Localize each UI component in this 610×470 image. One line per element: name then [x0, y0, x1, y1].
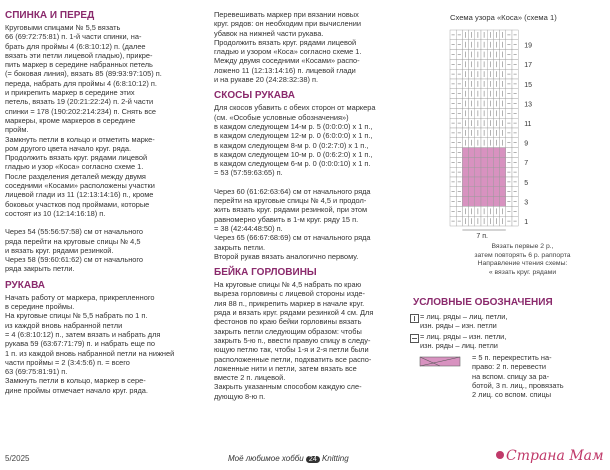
text-line: брать для проймы 4 (6:8:10:12) п. (далее — [5, 41, 146, 51]
cable-symbol-icon — [410, 356, 470, 368]
text-line: фестонов по краю бейки горловины вязать — [214, 317, 362, 327]
chart-cell-cable — [493, 148, 499, 158]
section-title-sleeve-shaping: СКОСЫ РУКАВА — [214, 90, 295, 102]
row-number: 19 — [524, 42, 532, 50]
sleeve-shaping-text — [214, 103, 404, 177]
text-line: Продолжить вязать круг. рядами лицевой — [214, 37, 357, 47]
text-line: жить вязать круг. рядами резинкой, при этом — [214, 205, 368, 215]
section-title-back-front: СПИНКА И ПЕРЕД — [5, 10, 95, 21]
text-line: пройм. — [5, 125, 29, 135]
chart-cell-cable — [469, 187, 475, 197]
chart-cell-cable — [475, 197, 481, 207]
text-line: в каждом следующем 14-м р. 5 (0:0:0:0) x 1 п., — [214, 121, 373, 131]
row-number: 13 — [524, 101, 532, 109]
column-left — [5, 10, 203, 395]
text-line: и на рукаве 20 (24:28:32:38) п. — [214, 75, 319, 85]
chart-cell-cable — [469, 148, 475, 158]
text-line: = 4 (6:8:10:12) п., затем вязать и набрать для — [5, 329, 161, 339]
chart-cell-cable — [469, 157, 475, 167]
text-line: и вязать круг. рядами резинкой. — [5, 245, 114, 255]
text-line: лия 88 п., прикрепить маркер в начале круг. — [214, 298, 365, 308]
text-line: спинки = 178 (190:202:214:234) п. Снять все — [5, 106, 157, 116]
text-line: 63 (69:75:81:91) п. — [5, 367, 68, 377]
sleeve-shaping-text-2 — [214, 187, 404, 261]
text-line: 1 п. из каждой вновь набранной петли на нижней — [5, 348, 175, 358]
text-line: Через 54 (55:56:57:58) см от начального — [5, 227, 144, 237]
legend-item-purl: = лиц. ряды – изн. петли, изн. ряды – лиц. петли — [420, 332, 507, 351]
middle-top-text — [214, 10, 404, 84]
text-line: в середине проймы. — [5, 302, 75, 312]
text-line: Продолжить вязать круг. рядами лицевой — [5, 153, 148, 163]
text-line: в каждом следующем 8-м р. 0 (0:2:7:0) x 1 п., — [214, 140, 369, 150]
text-line: Перевешивать маркер при вязании новых — [214, 10, 359, 19]
text-line: Закрыть указанным способом каждую сле- — [214, 382, 362, 392]
chart-cell-cable — [475, 157, 481, 167]
text-line: переда, набрать для проймы 4 (6:8:10:12) п. — [5, 78, 157, 88]
chart-cell-cable — [462, 177, 468, 187]
chart-cell-cable — [475, 187, 481, 197]
text-line: закрыть петли следующим образом: чтобы — [214, 326, 362, 336]
legend-title: УСЛОВНЫЕ ОБОЗНАЧЕНИЯ — [413, 297, 553, 308]
chart-cell-cable — [475, 148, 481, 158]
text-line: ряда и вязать круг. рядами резинкой 4 см. Для — [214, 308, 374, 318]
text-line: круг. рядов: он необходим при вычислении — [214, 19, 361, 29]
text-line: гладью и узор «Коса» согласно схеме 1. — [5, 162, 144, 172]
chart-cell-cable — [500, 197, 506, 207]
chart-note-line: Направление чтения схемы: — [477, 260, 568, 267]
chart-cell-cable — [493, 197, 499, 207]
text-line: из каждой вновь набранной петли — [5, 320, 123, 330]
text-line: равномерно убавить в 1-м круг. ряду 15 п. — [214, 214, 359, 224]
sleeves-text — [5, 293, 203, 395]
text-line: выреза горловины с лицевой стороны изде- — [214, 289, 365, 299]
page-number: 24 — [306, 456, 320, 463]
text-line: в каждом следующем 6-м р. 0 (0:0:0:10) x 1 п. — [214, 159, 371, 169]
text-line: гладью и узором «Коса» согласно схеме 1. — [214, 47, 362, 57]
text-line: На круговые спицы № 4,5 набрать по краю — [214, 280, 362, 290]
legend-item-cable: = 5 п. перекрестить на- право: 2 п. перевести на вспом. спицу за ра- ботой, 3 п. лиц., провязать 2 лиц. со вспом. спицы — [472, 353, 564, 400]
chart-cell-cable — [493, 187, 499, 197]
section-title-neckband: БЕЙКА ГОРЛОВИНЫ — [214, 267, 317, 279]
text-line: Второй рукав вязать аналогично первому. — [214, 251, 359, 261]
text-line: убавок на нижней части рукава. — [214, 28, 324, 38]
text-line: ряда перейти на круговые спицы № 4,5 — [5, 236, 141, 246]
chart-note — [440, 243, 605, 277]
text-line: дующую 8-ю п. — [214, 391, 266, 401]
text-line: боковых участков под проймами, которые — [5, 199, 150, 209]
text-line: (= боковая линия), вязать 85 (89:93:97:105) п. — [5, 69, 162, 79]
text-line: в каждом следующем 10-м р. 0 (0:6:2:0) x 1 п., — [214, 149, 373, 159]
text-line: и прикрепить маркер в середине этих — [5, 88, 135, 98]
text-line: Круговыми спицами № 5,5 вязать — [5, 23, 121, 32]
watermark: Страна Мам — [506, 448, 604, 464]
text-line: После разделения деталей между двумя — [5, 171, 146, 181]
text-line: ром другого цвета начало круг. ряда. — [5, 143, 132, 153]
chart-cell-cable — [500, 187, 506, 197]
text-line: состоят из 10 (12:14:16:18) п. — [5, 208, 106, 218]
chart-cell-cable — [500, 177, 506, 187]
text-line: соседними «Косами» расположены участки — [5, 181, 155, 191]
chart-cell-cable — [481, 167, 487, 177]
text-line: Начать работу от маркера, прикрепленного — [5, 292, 155, 302]
knit-symbol-icon — [410, 314, 420, 324]
text-line: пить маркер в середине набранных петель — [5, 60, 153, 70]
row-number: 1 — [524, 219, 529, 226]
legend-item-knit: = лиц. ряды – лиц. петли, изн. ряды – изн. петли — [420, 312, 508, 331]
text-line: Через 60 (61:62:63:64) см от начального ряда — [214, 186, 371, 196]
chart-cell-cable — [493, 177, 499, 187]
text-line: = 38 (42:44:48:50) п. — [214, 223, 283, 233]
back-front-text-2 — [5, 227, 203, 273]
text-line: ложенные нити и петли, затем вязать все — [214, 363, 357, 373]
row-number: 5 — [524, 179, 529, 187]
chart-cell-cable — [487, 197, 493, 207]
section-name: Knitting — [321, 454, 349, 463]
row-number: 17 — [524, 62, 532, 70]
chart-cell-cable — [462, 167, 468, 177]
watermark-logo-icon — [496, 451, 504, 459]
row-number: 7 — [524, 160, 529, 168]
text-line: Для скосов убавить с обеих сторон от маркера — [214, 103, 376, 113]
issue-number: 5/2025 — [5, 454, 30, 463]
text-line: закрыть петли. — [214, 242, 266, 252]
magazine-footer — [228, 454, 349, 463]
chart-note-line: затем повторять 6 р. раппорта — [474, 251, 571, 259]
section-title-sleeves: РУКАВА — [5, 279, 46, 291]
text-line: 66 (69:72:75:81) п. 1-й части спинки, на- — [5, 32, 142, 42]
chart-cell-cable — [481, 187, 487, 197]
text-line: части проймы = 2 (3:4:5:6) п. = всего — [5, 357, 130, 367]
chart-note-line: Вязать первые 2 р., — [491, 243, 554, 250]
chart-cell-cable — [475, 177, 481, 187]
row-number: 11 — [524, 121, 532, 128]
chart-cell-cable — [500, 148, 506, 158]
chart-cell-cable — [487, 157, 493, 167]
chart-cell-cable — [475, 167, 481, 177]
chart-cell-cable — [462, 148, 468, 158]
chart-width-label: 7 п. — [476, 233, 488, 240]
text-line: На круговые спицы № 5,5 набрать по 1 п. — [5, 311, 148, 321]
row-number: 15 — [524, 81, 532, 89]
chart-cell-cable — [462, 197, 468, 207]
row-number: 3 — [524, 199, 529, 207]
text-line: перейти на круговые спицы № 4,5 и продол- — [214, 196, 367, 206]
text-line: ряда закрыть петли. — [5, 264, 75, 274]
text-line: = 53 (57:59:63:65) п. — [214, 168, 283, 178]
text-line: вязать эти петли лицевой гладью), прикре- — [5, 50, 153, 60]
chart-cell-cable — [469, 167, 475, 177]
text-line: Между двумя соседними «Косами» распо- — [214, 56, 360, 66]
text-line: ющую петлю так, чтобы 1-я и 2-я петли были — [214, 345, 369, 355]
chart-cell-cable — [462, 157, 468, 167]
text-line: маркеры, кроме маркеров в середине — [5, 115, 136, 125]
purl-symbol-icon — [410, 334, 420, 344]
chart-cell-cable — [500, 167, 506, 177]
chart-cell-cable — [487, 187, 493, 197]
text-line: Через 65 (66:67:68:69) см от начального ряда — [214, 233, 371, 243]
text-line: в каждом следующем 12-м р. 0 (6:0:0:0) x 1 п., — [214, 131, 373, 141]
magazine-name: Моё любимое хобби — [228, 454, 304, 463]
cable-chart — [430, 22, 550, 247]
column-middle — [214, 10, 404, 401]
text-line: Замкнуть петли в кольцо, маркер в сере- — [5, 376, 146, 386]
text-line: вместе 2 п. лицевой. — [214, 373, 286, 383]
chart-cell-cable — [493, 157, 499, 167]
text-line: Через 58 (59:60:61:62) см от начального — [5, 255, 144, 265]
neckband-text — [214, 280, 404, 401]
chart-note-line: « вязать круг. рядами — [488, 268, 557, 276]
text-line: рукава 59 (63:67:71:79) п. и набрать еще по — [5, 339, 155, 349]
chart-cell-cable — [487, 148, 493, 158]
chart-cell-cable — [481, 197, 487, 207]
chart-cell-cable — [481, 148, 487, 158]
chart-cell-cable — [462, 187, 468, 197]
chart-cell-cable — [469, 177, 475, 187]
chart-cell-cable — [469, 197, 475, 207]
chart-cell-cable — [493, 167, 499, 177]
text-line: закрыть 5-ю п., ввести правую спицу в следу- — [214, 335, 371, 345]
chart-cell-cable — [500, 157, 506, 167]
chart-cell-cable — [481, 177, 487, 187]
chart-cell-cable — [487, 167, 493, 177]
text-line: Замкнуть петли в кольцо и отметить марке- — [5, 134, 155, 144]
row-number: 9 — [524, 140, 529, 148]
text-line: ложено 11 (12:13:14:16) п. лицевой глади — [214, 65, 356, 75]
text-line: лицевой глади из 11 (12:13:14:16) п., кроме — [5, 190, 154, 200]
chart-cell-cable — [481, 157, 487, 167]
text-line: (см. «Особые условные обозначения») — [214, 112, 349, 122]
back-front-text — [5, 23, 203, 218]
text-line: расположенные петли, подхватить все распо- — [214, 354, 372, 364]
text-line: петель, вязать 19 (20:21:22:24) п. 2-й части — [5, 97, 154, 107]
chart-cell-cable — [487, 177, 493, 187]
text-line: дине проймы отмечает начало круг. ряда. — [5, 385, 148, 395]
chart-title: Схема узора «Коса» (схема 1) — [450, 13, 557, 22]
